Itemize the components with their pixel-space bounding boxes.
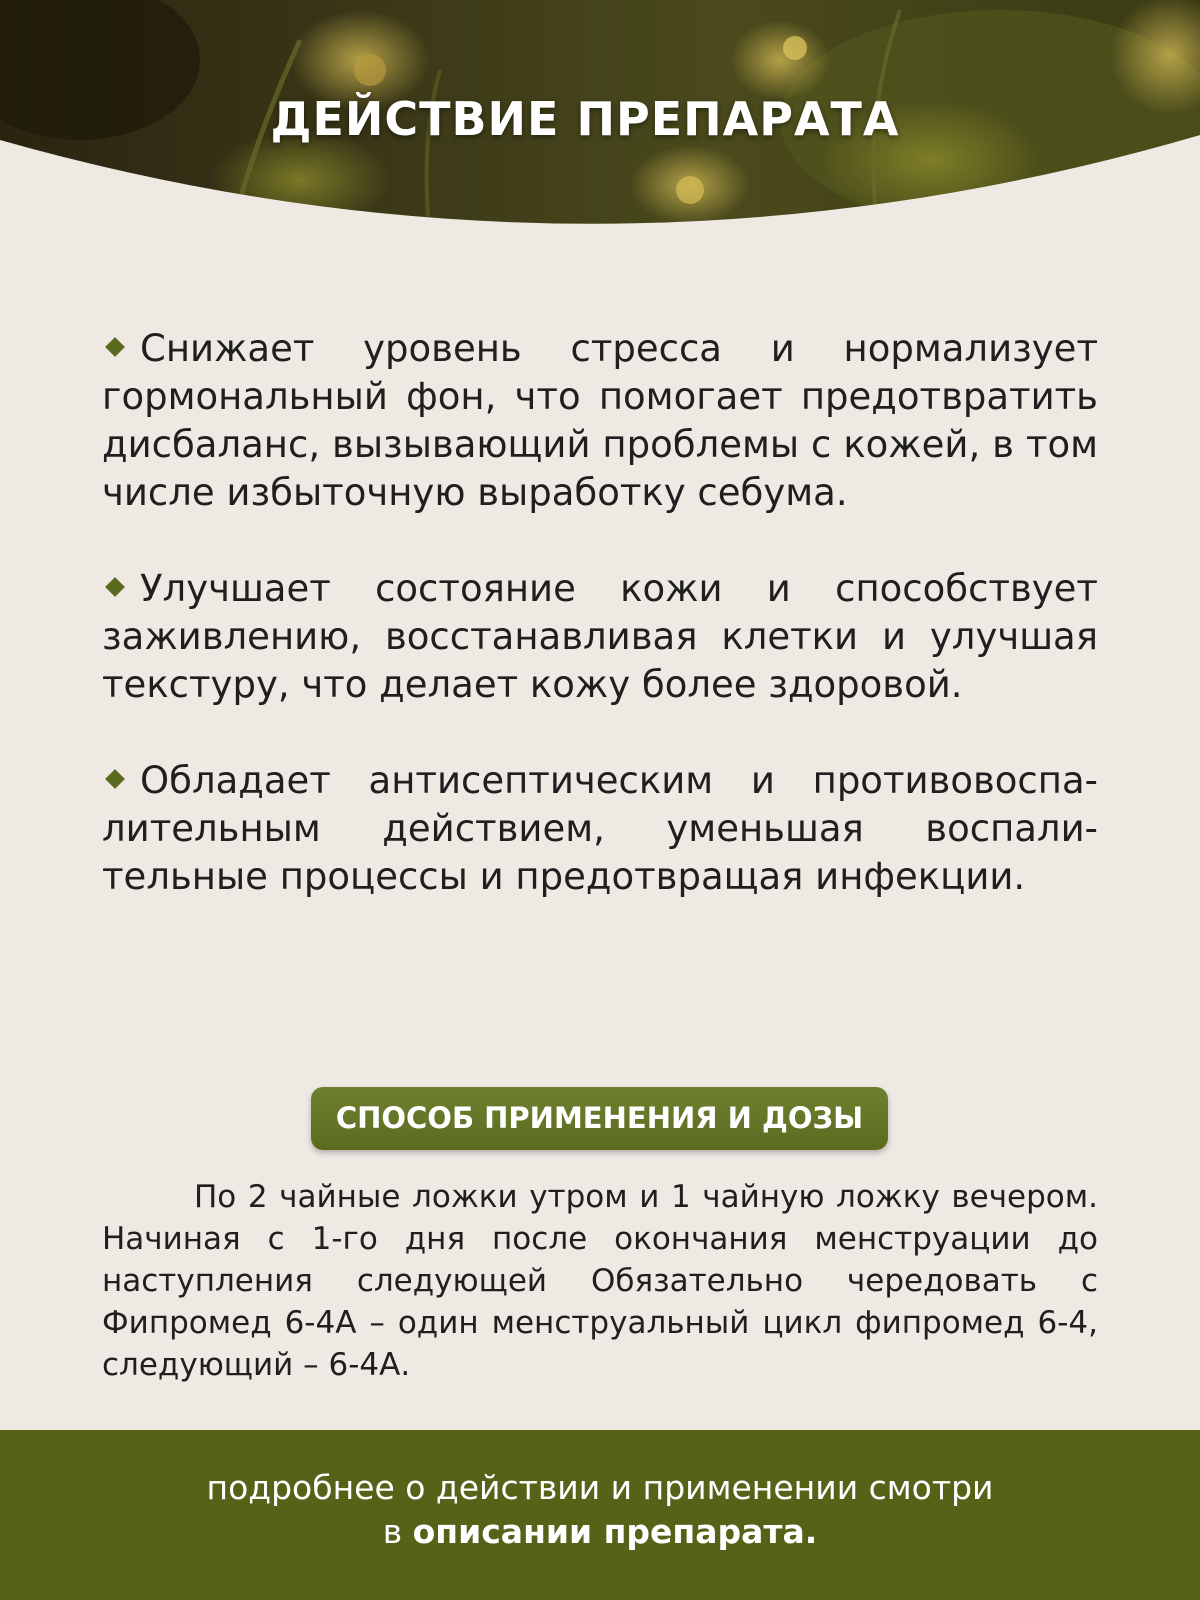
diamond-bullet-icon [105, 769, 125, 789]
benefit-text: Обладает антисептическим и противовоспалительным действием, уменьшая воспалительные процессы и предотвращая инфекции. [102, 759, 1098, 898]
footer-link-line [0, 1510, 1200, 1554]
diamond-bullet-icon [105, 337, 125, 357]
benefits-list [102, 325, 1098, 949]
benefit-item [102, 325, 1098, 517]
benefit-item [102, 565, 1098, 709]
benefit-item [102, 757, 1098, 901]
diamond-bullet-icon [105, 577, 125, 597]
header-banner [0, 0, 1200, 240]
benefit-text: Снижает уровень стресса и нормализует гормональный фон, что помогает предотвратить дисбаланс, вызывающий проблемы с кожей, в том числе избыточную выработку себума. [102, 327, 1098, 514]
page-title: ДЕЙСТВИЕ ПРЕПАРАТА [270, 92, 900, 146]
dosage-text: По 2 чайные ложки утром и 1 чайную ложку вечером. Начиная с 1-го дня после окончания менструации до наступления следующей Обязательно чередовать с Фипромед 6-4А – один менструальный цикл фипромед 6-4, следующий – 6-4А. [102, 1179, 1098, 1383]
dosage-heading: СПОСОБ ПРИМЕНЕНИЯ И ДОЗЫ [311, 1087, 888, 1150]
footer-prefix: в [382, 1512, 413, 1551]
footer-note: подробнее о действии и применении смотри [206, 1468, 994, 1507]
benefit-text: Улучшает состояние кожи и способствует заживлению, восстанавливая клетки и улучшая текстуру, что делает кожу более здоровой. [102, 567, 1098, 706]
footer-banner [0, 1430, 1200, 1600]
footer-emphasis: описании препарата. [412, 1512, 818, 1551]
